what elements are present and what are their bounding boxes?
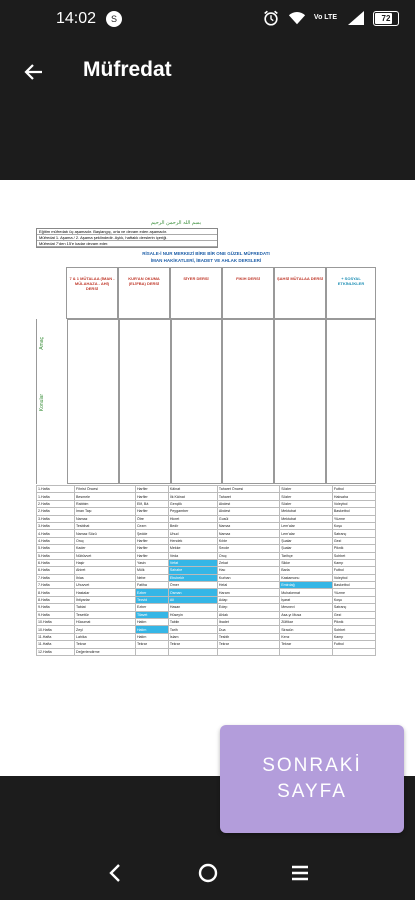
table-row bbox=[37, 648, 376, 655]
table-row bbox=[37, 611, 376, 618]
table-cell: Yüzme bbox=[332, 589, 375, 596]
rule-line: Eğitim müfredatı üç aşamadır. Başlangıç, orta ve devam eden aşamadır. bbox=[37, 229, 217, 235]
table-cell: Fatiha bbox=[135, 582, 168, 589]
notification-icon: S bbox=[106, 11, 122, 27]
table-cell: Hasan bbox=[168, 604, 217, 611]
table-cell: Nübüvvet bbox=[75, 552, 136, 559]
table-cell: Sikke bbox=[280, 559, 333, 566]
table-cell: 9.Hafta bbox=[37, 604, 75, 611]
column-headers bbox=[36, 267, 376, 319]
table-cell: Namaz bbox=[75, 515, 136, 522]
alarm-icon bbox=[262, 9, 280, 27]
document-viewer[interactable] bbox=[0, 108, 415, 768]
nav-recents-icon[interactable] bbox=[288, 861, 312, 885]
table-cell: 8.Hafta bbox=[37, 589, 75, 596]
table-cell: Piknik bbox=[332, 545, 375, 552]
next-page-label: SONRAKİ bbox=[262, 755, 362, 776]
table-cell: 3.Hafta bbox=[37, 515, 75, 522]
table-cell: Hatim bbox=[135, 626, 168, 633]
table-cell: 1.Hafta bbox=[37, 493, 75, 500]
table-cell: Mekke bbox=[168, 545, 217, 552]
app-bar bbox=[0, 38, 415, 108]
table-cell: Tekrar bbox=[75, 641, 136, 648]
table-cell: Adap bbox=[217, 596, 279, 603]
schedule-table bbox=[36, 485, 376, 656]
table-row bbox=[37, 522, 376, 529]
table-row bbox=[37, 486, 376, 493]
table-row bbox=[37, 537, 376, 544]
table-cell: Futbol bbox=[332, 567, 375, 574]
table-cell: Lem'alar bbox=[280, 530, 333, 537]
side-label: Konular bbox=[39, 394, 45, 412]
table-cell: Sohbet bbox=[332, 552, 375, 559]
table-cell: 10.Hafta bbox=[37, 619, 75, 626]
table-cell: Değerlendirme bbox=[75, 648, 136, 655]
table-cell: Tesbih bbox=[217, 633, 279, 640]
table-row bbox=[37, 530, 376, 537]
table-cell: Ömer bbox=[168, 582, 217, 589]
table-cell: 4.Hafta bbox=[37, 530, 75, 537]
column-header: 7 & 1 MÜTALAA (İMAN - MÜLAHAZA - AHİ) DERSİ bbox=[66, 267, 118, 319]
table-cell bbox=[332, 648, 375, 655]
table-cell: Muhakemat bbox=[280, 589, 333, 596]
table-cell: Hatim bbox=[135, 633, 168, 640]
table-cell: Tesbihat bbox=[75, 522, 136, 529]
table-row bbox=[37, 574, 376, 581]
table-cell: Namaz bbox=[217, 530, 279, 537]
table-cell: Yüzme bbox=[332, 515, 375, 522]
table-cell: Voleybol bbox=[332, 500, 375, 507]
table-row bbox=[37, 641, 376, 648]
table-cell: Tarihçe bbox=[280, 552, 333, 559]
table-cell: Haşir bbox=[75, 559, 136, 566]
table-cell: Gezi bbox=[332, 537, 375, 544]
grid-cell bbox=[274, 319, 326, 484]
table-cell: Basketbol bbox=[332, 508, 375, 515]
table-cell bbox=[280, 648, 333, 655]
table-cell: Fihrist Öncesi bbox=[75, 486, 136, 493]
table-cell: Harfler bbox=[135, 508, 168, 515]
table-cell: İhtiyarlar bbox=[75, 596, 136, 603]
battery-icon bbox=[373, 11, 399, 26]
table-cell: Kıble bbox=[217, 537, 279, 544]
table-cell: 6.Hafta bbox=[37, 567, 75, 574]
table-cell: Tekrar bbox=[135, 641, 168, 648]
table-cell: Abdest bbox=[217, 508, 279, 515]
nav-back-icon[interactable] bbox=[104, 861, 128, 885]
table-cell: Koşu bbox=[332, 596, 375, 603]
status-bar bbox=[0, 0, 415, 38]
table-cell: Namaz Sözü bbox=[75, 530, 136, 537]
table-row bbox=[37, 604, 376, 611]
table-cell: Bedir bbox=[168, 522, 217, 529]
status-time: 14:02 bbox=[56, 10, 97, 27]
rule-line: Müfredat 1. Aşama / 2. Aşama şeklindedir. Aylık, haftalık derslerin içeriği. bbox=[37, 235, 217, 241]
table-cell: Tekrar bbox=[280, 641, 333, 648]
table-cell: 9.Hafta bbox=[37, 611, 75, 618]
table-cell: Ezber bbox=[135, 604, 168, 611]
table-cell: Tekrar bbox=[168, 641, 217, 648]
table-cell: Tesettür bbox=[75, 611, 136, 618]
table-cell: Hac bbox=[217, 567, 279, 574]
table-row bbox=[37, 582, 376, 589]
table-cell: Kastamonu bbox=[280, 574, 333, 581]
table-cell: Vefat bbox=[168, 559, 217, 566]
table-row bbox=[37, 633, 376, 640]
table-cell: Mektubat bbox=[280, 508, 333, 515]
table-cell: Tilavet bbox=[135, 611, 168, 618]
table-cell: Edep bbox=[217, 604, 279, 611]
table-cell: Veda bbox=[168, 552, 217, 559]
table-cell: Secde bbox=[217, 545, 279, 552]
table-cell: Gençlik bbox=[168, 500, 217, 507]
table-cell: Voleybol bbox=[332, 574, 375, 581]
table-cell: Besmele bbox=[75, 493, 136, 500]
grid-cell bbox=[67, 319, 119, 484]
curriculum-document bbox=[36, 220, 376, 656]
table-row bbox=[37, 567, 376, 574]
battery-level: 72 bbox=[381, 13, 391, 23]
document-title-line: İMAN HAKİKATLERİ, İBADET VE AHLAK DERSLERİ bbox=[150, 258, 262, 263]
table-row bbox=[37, 552, 376, 559]
table-cell: Haram bbox=[217, 589, 279, 596]
table-cell: Futbol bbox=[332, 486, 375, 493]
table-cell: Harfler bbox=[135, 493, 168, 500]
rules-box bbox=[36, 228, 218, 248]
side-label: Amaç bbox=[39, 337, 45, 350]
table-cell: Emirdağ bbox=[280, 582, 333, 589]
table-cell: Asa-yı Musa bbox=[280, 611, 333, 618]
table-cell: Nebe bbox=[135, 574, 168, 581]
table-cell: Harfler bbox=[135, 486, 168, 493]
table-cell: İhlas bbox=[75, 574, 136, 581]
table-cell: 2.Hafta bbox=[37, 508, 75, 515]
back-arrow-icon[interactable] bbox=[22, 60, 46, 84]
next-page-button[interactable] bbox=[220, 725, 404, 833]
page-title: Müfredat bbox=[83, 58, 172, 81]
table-cell: Halısaha bbox=[332, 493, 375, 500]
table-cell: 2.Hafta bbox=[37, 500, 75, 507]
table-cell: Zeyl bbox=[75, 626, 136, 633]
table-cell: Osman bbox=[168, 589, 217, 596]
column-header: ŞAHSİ MÜTALAA DERSİ bbox=[274, 267, 326, 319]
table-cell: Harfler bbox=[135, 552, 168, 559]
table-cell: Elif, Bâ bbox=[135, 500, 168, 507]
table-cell: Zekat bbox=[217, 559, 279, 566]
table-cell: Mektubat bbox=[280, 515, 333, 522]
table-cell: Tecvid bbox=[135, 596, 168, 603]
volte-label: Vo LTE bbox=[313, 14, 337, 21]
table-cell: Uhud bbox=[168, 530, 217, 537]
table-cell: 6.Hafta bbox=[37, 559, 75, 566]
grid-cell bbox=[222, 319, 274, 484]
table-cell: İşarat bbox=[280, 596, 333, 603]
table-cell: Lem'alar bbox=[280, 522, 333, 529]
table-cell bbox=[168, 648, 217, 655]
table-row bbox=[37, 508, 376, 515]
table-cell: 8.Hafta bbox=[37, 596, 75, 603]
table-cell: Kamp bbox=[332, 633, 375, 640]
table-cell: Sohbet bbox=[332, 626, 375, 633]
table-cell: 1.Hafta bbox=[37, 486, 75, 493]
table-cell: Kâinat bbox=[168, 486, 217, 493]
table-cell: İlk Kâinat bbox=[168, 493, 217, 500]
grid-cell bbox=[119, 319, 171, 484]
table-cell: Şedde bbox=[135, 530, 168, 537]
table-row bbox=[37, 515, 376, 522]
signal-icon bbox=[345, 10, 365, 26]
table-cell: İslam bbox=[168, 633, 217, 640]
table-cell: Tabiin bbox=[168, 619, 217, 626]
table-cell: Tabiat bbox=[75, 604, 136, 611]
table-cell: Tarih bbox=[168, 626, 217, 633]
table-cell: Sahabe bbox=[168, 567, 217, 574]
table-cell: Gezi bbox=[332, 611, 375, 618]
table-cell: Basketbol bbox=[332, 582, 375, 589]
table-cell: Taharet Öncesi bbox=[217, 486, 279, 493]
table-cell: 12.Hafta bbox=[37, 648, 75, 655]
column-header: KUR'AN OKUMA (ELİFBA) DERSİ bbox=[118, 267, 170, 319]
table-cell: Hücumat bbox=[75, 619, 136, 626]
table-cell: Yasin bbox=[135, 559, 168, 566]
column-header: SİYER DERSİ bbox=[170, 267, 222, 319]
table-cell: Oruç bbox=[217, 552, 279, 559]
navigation-bar bbox=[0, 845, 415, 900]
table-cell: Futbol bbox=[332, 641, 375, 648]
table-cell: Şualar bbox=[280, 545, 333, 552]
table-cell: Abdest bbox=[217, 500, 279, 507]
table-row bbox=[37, 619, 376, 626]
table-cell: Ahiret bbox=[75, 567, 136, 574]
document-title-line: RİSALE-İ NUR MERKEZİ BİRE BİR ONE GÜZEL MÜFREDATI bbox=[142, 251, 270, 256]
table-cell: Uhuvvet bbox=[75, 582, 136, 589]
table-cell: Gusül bbox=[217, 515, 279, 522]
side-labels bbox=[37, 319, 67, 484]
table-cell: Cezm bbox=[135, 522, 168, 529]
document-page[interactable] bbox=[0, 180, 415, 776]
table-cell: Taharet bbox=[217, 493, 279, 500]
table-cell: Peygamber bbox=[168, 508, 217, 515]
table-cell: Sözler bbox=[280, 486, 333, 493]
table-cell: Satranç bbox=[332, 604, 375, 611]
table-cell: Dua bbox=[217, 626, 279, 633]
table-cell: Ötre bbox=[135, 515, 168, 522]
table-cell bbox=[217, 648, 279, 655]
table-cell: Tekrar bbox=[217, 641, 279, 648]
table-cell: Harfler bbox=[135, 545, 168, 552]
nav-home-icon[interactable] bbox=[196, 861, 220, 885]
basmala-text: بسم الله الرحمن الرحيم bbox=[150, 220, 202, 226]
table-cell: Koşu bbox=[332, 522, 375, 529]
table-cell: Siracün bbox=[280, 626, 333, 633]
table-cell: Kurban bbox=[217, 574, 279, 581]
table-cell: Namaz bbox=[217, 522, 279, 529]
table-cell: Ebubekir bbox=[168, 574, 217, 581]
table-cell: Hicret bbox=[168, 515, 217, 522]
document-title bbox=[36, 250, 376, 264]
grid-cell bbox=[171, 319, 223, 484]
table-cell: 4.Hafta bbox=[37, 537, 75, 544]
table-cell: Mesnevi bbox=[280, 604, 333, 611]
table-cell: Lahika bbox=[75, 633, 136, 640]
table-cell: Hatim bbox=[135, 619, 168, 626]
table-row bbox=[37, 500, 376, 507]
table-cell: Hastalar bbox=[75, 589, 136, 596]
table-cell: Barla bbox=[280, 567, 333, 574]
table-cell: Hendek bbox=[168, 537, 217, 544]
grid-cell bbox=[326, 319, 376, 484]
table-cell: 10.Hafta bbox=[37, 626, 75, 633]
table-cell bbox=[135, 648, 168, 655]
objectives-grid bbox=[36, 319, 376, 484]
table-cell: 11.Hafta bbox=[37, 633, 75, 640]
table-cell: Ahlak bbox=[217, 611, 279, 618]
table-cell: 7.Hafta bbox=[37, 574, 75, 581]
table-row bbox=[37, 589, 376, 596]
table-cell: Rabbim bbox=[75, 500, 136, 507]
table-cell: Kader bbox=[75, 545, 136, 552]
table-cell: 3.Hafta bbox=[37, 522, 75, 529]
table-cell: Piknik bbox=[332, 619, 375, 626]
table-cell: Sözler bbox=[280, 500, 333, 507]
table-cell: İbadet bbox=[217, 619, 279, 626]
table-row bbox=[37, 545, 376, 552]
table-cell: Şualar bbox=[280, 537, 333, 544]
table-cell: 5.Hafta bbox=[37, 545, 75, 552]
column-header: FIKIH DERSİ bbox=[222, 267, 274, 319]
table-cell: Ezber bbox=[135, 589, 168, 596]
table-row bbox=[37, 596, 376, 603]
table-cell: Kamp bbox=[332, 559, 375, 566]
wifi-icon bbox=[288, 10, 306, 26]
table-cell: Satranç bbox=[332, 530, 375, 537]
table-cell: Mülk bbox=[135, 567, 168, 574]
table-row bbox=[37, 559, 376, 566]
table-row bbox=[37, 626, 376, 633]
table-cell: Ali bbox=[168, 596, 217, 603]
table-cell: Harfler bbox=[135, 537, 168, 544]
table-cell: İman Taşı bbox=[75, 508, 136, 515]
table-cell: Sözler bbox=[280, 493, 333, 500]
table-cell: Oruç bbox=[75, 537, 136, 544]
rule-line: Müfredat 7'den 15'e kadar devam eder. bbox=[37, 241, 217, 247]
column-header: + SOSYAL ETKİNLİKLER bbox=[326, 267, 376, 319]
table-cell: Hüseyin bbox=[168, 611, 217, 618]
table-cell: 7.Hafta bbox=[37, 582, 75, 589]
next-page-label: SAYFA bbox=[277, 781, 347, 802]
table-row bbox=[37, 493, 376, 500]
table-cell: 11.Hafta bbox=[37, 641, 75, 648]
table-cell: Zülfikar bbox=[280, 619, 333, 626]
table-cell: Helal bbox=[217, 582, 279, 589]
table-cell: Kenz bbox=[280, 633, 333, 640]
table-cell: 5.Hafta bbox=[37, 552, 75, 559]
